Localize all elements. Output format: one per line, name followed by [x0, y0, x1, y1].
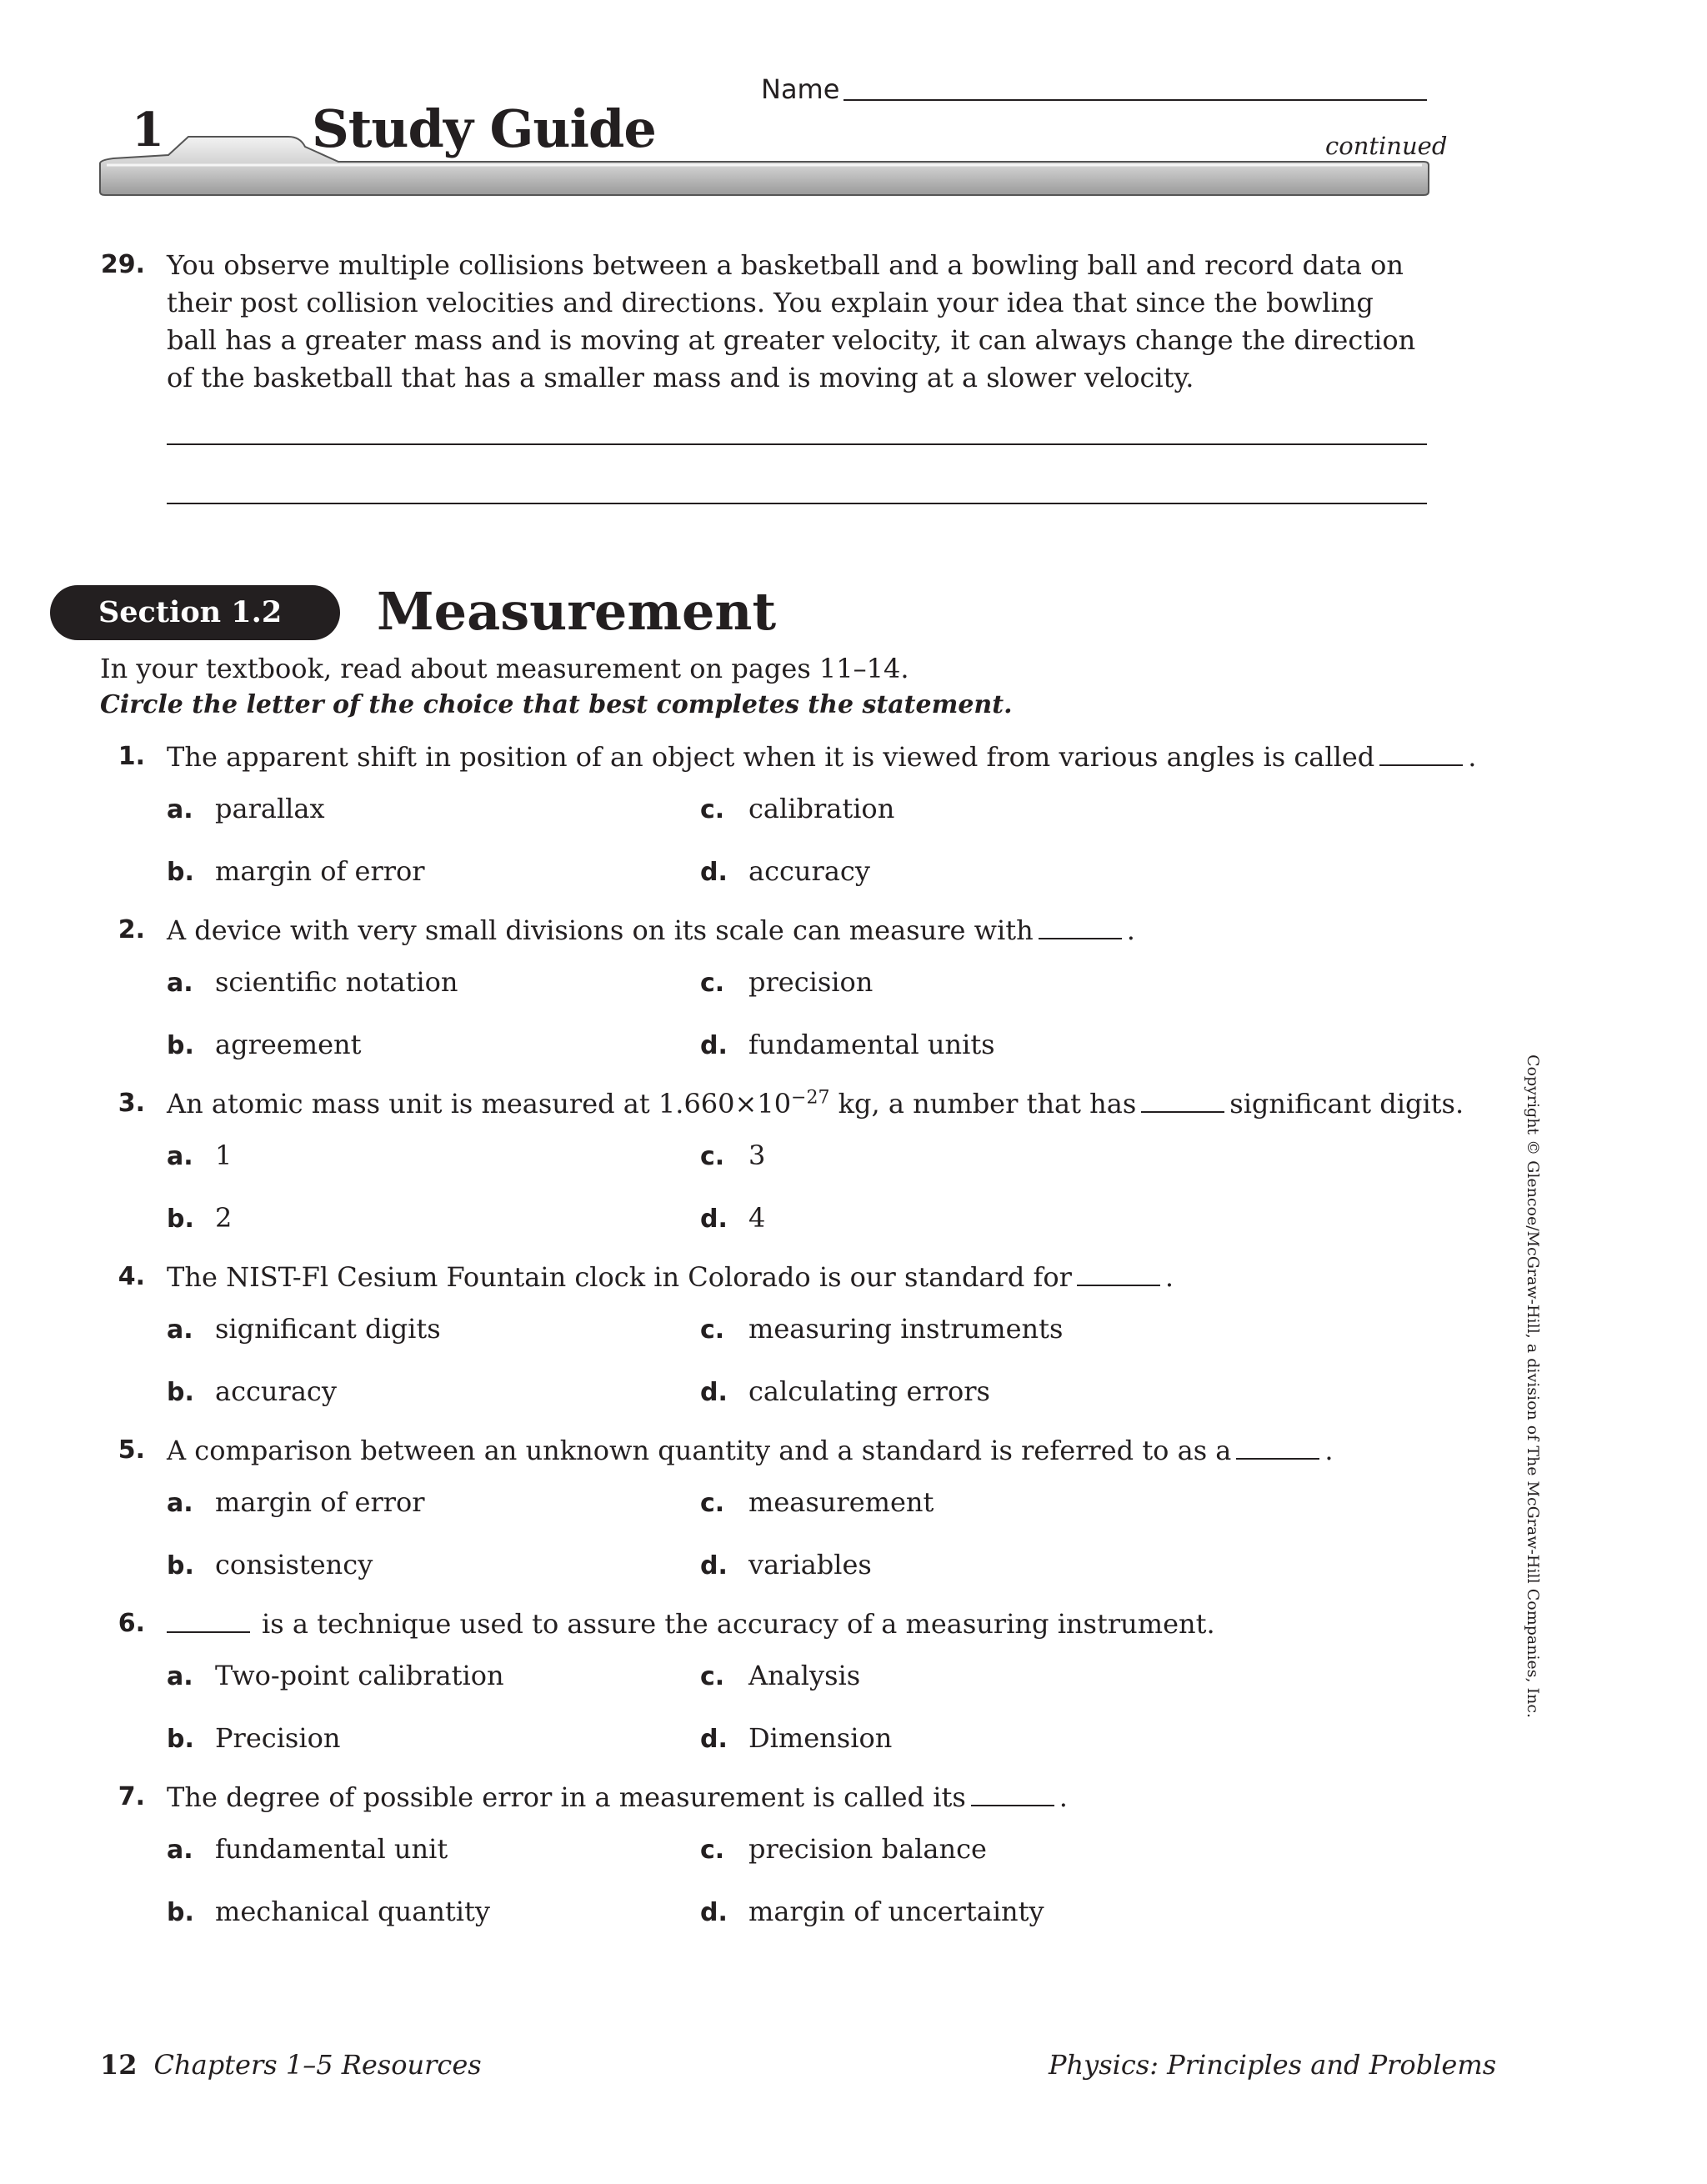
question-text: You observe multiple collisions between a basketball and a bowling ball and record data on their post collision velocities and directions. You explain your idea that since the bowling ball has a greater mass and is moving at greater velocity, it can always change the direction of the basketball that has a smaller mass and is moving at a slower velocity. [167, 249, 1416, 393]
option-a[interactable] [167, 790, 325, 829]
option-text: margin of uncertainty [748, 1896, 1044, 1927]
stem-text: A device with very small divisions on its scale can measure with [167, 914, 1034, 946]
option-text: consistency [215, 1549, 373, 1580]
stem-end: . [1126, 914, 1135, 946]
option-text: 3 [748, 1140, 766, 1171]
option-text: accuracy [215, 1375, 337, 1407]
option-text: precision [748, 966, 874, 998]
answer-blank[interactable] [1077, 1260, 1160, 1286]
option-text: Analysis [748, 1660, 861, 1691]
option-text: fundamental unit [215, 1833, 448, 1865]
question-number: 3. [118, 1089, 145, 1118]
option-text: measuring instruments [748, 1313, 1064, 1345]
option-letter: a. [167, 969, 193, 998]
option-letter: a. [167, 1836, 193, 1865]
header-banner [97, 117, 1430, 197]
copyright-notice: Copyright © Glencoe/McGraw-Hill, a division of The McGraw-Hill Companies, Inc. [1524, 1054, 1542, 1719]
section-title: Measurement [377, 581, 777, 642]
stem-end: . [1164, 1261, 1174, 1293]
option-a[interactable] [167, 1657, 504, 1696]
option-c[interactable] [700, 964, 873, 1002]
option-b[interactable] [167, 1200, 232, 1238]
question-stem [167, 912, 1135, 949]
question-2 [0, 912, 1467, 1085]
reading-instruction: In your textbook, read about measurement on pages 11–14. [100, 653, 909, 684]
answer-blank[interactable] [971, 1780, 1054, 1806]
question-number: 4. [118, 1262, 145, 1291]
question-number: 6. [118, 1609, 145, 1638]
question-stem [167, 1605, 1215, 1642]
option-letter: b. [167, 1031, 194, 1060]
option-text: margin of error [215, 855, 425, 887]
option-letter: d. [700, 1898, 728, 1927]
option-text: Two-point calibration [215, 1660, 504, 1691]
option-text: scientific notation [215, 966, 458, 998]
footer-left [100, 2049, 482, 2081]
answer-blank[interactable] [1141, 1086, 1224, 1113]
option-letter: d. [700, 858, 728, 887]
option-d[interactable] [700, 1720, 892, 1758]
stem-end: . [1324, 1435, 1334, 1466]
option-letter: d. [700, 1205, 728, 1234]
option-text: calculating errors [748, 1375, 990, 1407]
option-letter: b. [167, 858, 194, 887]
stem-text: An atomic mass unit is measured at 1.660×10 [167, 1088, 792, 1120]
option-b[interactable] [167, 1026, 361, 1064]
question-stem [167, 1085, 1464, 1122]
option-letter: c. [700, 969, 725, 998]
option-text: fundamental units [748, 1029, 995, 1060]
option-letter: d. [700, 1031, 728, 1060]
option-d[interactable] [700, 1026, 995, 1064]
option-a[interactable] [167, 1137, 232, 1175]
page-number: 12 [100, 2049, 138, 2081]
option-letter: b. [167, 1551, 194, 1580]
answer-blank[interactable] [1039, 913, 1122, 939]
option-d[interactable] [700, 1200, 765, 1238]
option-text: agreement [215, 1029, 362, 1060]
question-stem [167, 1432, 1334, 1469]
question-number: 7. [118, 1782, 145, 1811]
name-field-line[interactable] [843, 99, 1427, 101]
option-letter: d. [700, 1551, 728, 1580]
stem-text: The NIST-Fl Cesium Fountain clock in Colorado is our standard for [167, 1261, 1072, 1293]
stem-text-unit: kg, a number that has [829, 1088, 1137, 1120]
option-a[interactable] [167, 1310, 441, 1349]
question-5 [0, 1432, 1467, 1605]
question-4 [0, 1259, 1467, 1432]
option-d[interactable] [700, 1546, 872, 1585]
option-letter: c. [700, 1142, 725, 1171]
option-letter: b. [167, 1898, 194, 1927]
option-letter: c. [700, 1315, 725, 1345]
chapters-label: Chapters 1–5 Resources [153, 2049, 482, 2081]
option-b[interactable] [167, 853, 425, 891]
option-text: Dimension [748, 1722, 893, 1754]
chapter-number: 1 [132, 103, 164, 158]
option-c[interactable] [700, 1310, 1063, 1349]
option-b[interactable] [167, 1893, 490, 1931]
question-number: 29. [100, 250, 145, 279]
option-letter: c. [700, 795, 725, 824]
stem-text: The apparent shift in position of an object when it is viewed from various angles is called [167, 741, 1375, 773]
question-7 [0, 1779, 1467, 1952]
option-letter: a. [167, 1142, 193, 1171]
option-text: 1 [215, 1140, 233, 1171]
option-letter: a. [167, 1489, 193, 1518]
option-text: measurement [748, 1486, 934, 1518]
option-b[interactable] [167, 1373, 337, 1411]
option-letter: b. [167, 1378, 194, 1407]
question-3 [0, 1085, 1467, 1259]
option-text: variables [748, 1549, 872, 1580]
option-letter: c. [700, 1662, 725, 1691]
option-text: parallax [215, 793, 325, 824]
option-d[interactable] [700, 853, 870, 891]
question-6 [0, 1605, 1467, 1779]
study-guide-title: Study Guide [312, 98, 656, 159]
question-1 [0, 739, 1477, 912]
stem-end: . [1468, 741, 1477, 773]
stem-text: A comparison between an unknown quantity and a standard is referred to as a [167, 1435, 1232, 1466]
option-a[interactable] [167, 1484, 425, 1522]
option-text: calibration [748, 793, 895, 824]
answer-blank[interactable] [167, 1606, 250, 1633]
option-letter: a. [167, 1315, 193, 1345]
answer-blank[interactable] [1379, 739, 1463, 766]
option-a[interactable] [167, 1831, 448, 1869]
option-c[interactable] [700, 1657, 860, 1696]
question-number: 2. [118, 915, 145, 944]
continued-label: continued [1325, 132, 1448, 160]
option-a[interactable] [167, 964, 458, 1002]
question-number: 1. [118, 742, 145, 771]
name-label: Name [761, 73, 840, 105]
option-letter: b. [167, 1725, 194, 1754]
stem-end: significant digits. [1229, 1088, 1464, 1120]
option-letter: d. [700, 1378, 728, 1407]
option-c[interactable] [700, 1831, 987, 1869]
option-letter: a. [167, 1662, 193, 1691]
option-b[interactable] [167, 1546, 373, 1585]
option-text: precision balance [748, 1833, 987, 1865]
option-b[interactable] [167, 1720, 340, 1758]
option-text: 4 [748, 1202, 766, 1234]
answer-blank[interactable] [1236, 1433, 1319, 1460]
option-c[interactable] [700, 1484, 934, 1522]
option-d[interactable] [700, 1893, 1044, 1931]
question-number: 5. [118, 1435, 145, 1465]
directions: Circle the letter of the choice that best completes the statement. [100, 690, 1013, 719]
stem-end: . [1059, 1781, 1068, 1813]
question-stem [167, 1259, 1174, 1295]
section-badge: Section 1.2 [50, 585, 340, 640]
option-text: mechanical quantity [215, 1896, 490, 1927]
option-letter: b. [167, 1205, 194, 1234]
option-letter: d. [700, 1725, 728, 1754]
answer-line-1[interactable] [167, 443, 1427, 445]
question-stem [167, 739, 1476, 775]
option-c[interactable] [700, 1137, 765, 1175]
option-text: significant digits [215, 1313, 441, 1345]
option-letter: a. [167, 795, 193, 824]
question-stem [167, 1779, 1068, 1816]
option-d[interactable] [700, 1373, 990, 1411]
option-text: Precision [215, 1722, 341, 1754]
option-letter: c. [700, 1836, 725, 1865]
book-title: Physics: Principles and Problems [1049, 2049, 1497, 2081]
option-letter: c. [700, 1489, 725, 1518]
stem-text: is a technique used to assure the accuracy of a measuring instrument. [262, 1608, 1215, 1640]
exponent: −27 [791, 1087, 830, 1109]
option-c[interactable] [700, 790, 894, 829]
answer-line-2[interactable] [167, 503, 1427, 504]
stem-text: The degree of possible error in a measurement is called its [167, 1781, 966, 1813]
option-text: accuracy [748, 855, 870, 887]
option-text: 2 [215, 1202, 233, 1234]
option-text: margin of error [215, 1486, 425, 1518]
